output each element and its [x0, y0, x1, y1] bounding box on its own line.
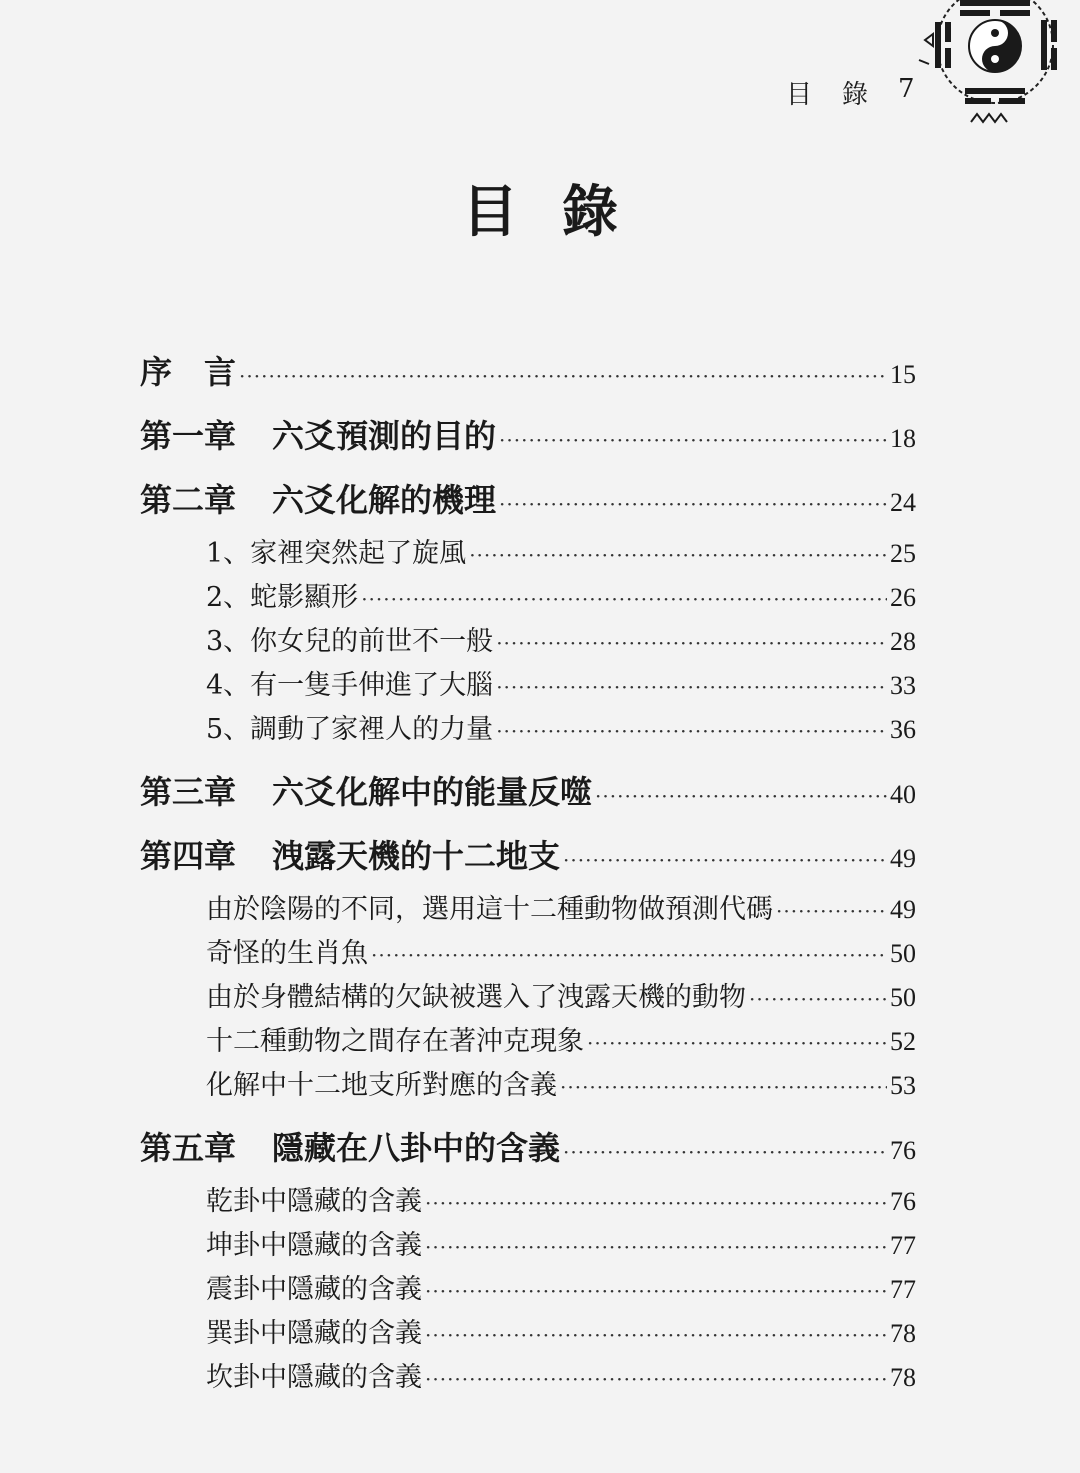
page-number: 33: [890, 671, 916, 700]
section-title: 1、家裡突然起了旋風: [206, 538, 467, 569]
leader-dots: [499, 408, 887, 472]
toc-section: [140, 1312, 916, 1356]
chapter-title: 洩露天機的十二地支: [272, 837, 561, 875]
section-title: 坎卦中隱藏的含義: [206, 1362, 422, 1393]
toc-section: [140, 1180, 916, 1224]
section-title: 3、你女兒的前世不一般: [206, 626, 494, 657]
chapter-title: 六爻化解的機理: [272, 481, 497, 519]
running-head: [786, 74, 917, 111]
page-number: 26: [890, 583, 916, 612]
toc-section: [140, 620, 916, 664]
leader-dots: [469, 533, 887, 577]
section-title: 由於身體結構的欠缺被選入了洩露天機的動物: [206, 982, 746, 1013]
toc-section: [140, 1268, 916, 1312]
leader-dots: [560, 1065, 887, 1109]
leader-dots: [361, 577, 887, 621]
page-number: 18: [890, 424, 916, 453]
preface-title: 序 言: [140, 353, 237, 391]
toc-section: [140, 576, 916, 620]
leader-dots: [595, 764, 887, 828]
leader-dots: [425, 1357, 887, 1401]
section-title: 坤卦中隱藏的含義: [206, 1230, 422, 1261]
page-number: 52: [890, 1027, 916, 1056]
page-number: 50: [890, 983, 916, 1012]
toc-section: [140, 532, 916, 576]
toc-chapter-5: [140, 1116, 916, 1180]
bagua-taiji-icon: [905, 0, 1065, 135]
toc-section: [140, 976, 916, 1020]
page-number: 76: [890, 1187, 916, 1216]
toc-section: [140, 888, 916, 932]
chapter-number: 第五章: [140, 1129, 237, 1167]
page-number: 78: [890, 1319, 916, 1348]
page-number: 49: [890, 895, 916, 924]
toc-section: [140, 1224, 916, 1268]
toc-chapter-3: [140, 760, 916, 824]
leader-dots: [425, 1181, 887, 1225]
section-title: 震卦中隱藏的含義: [206, 1274, 422, 1305]
toc-section: [140, 1356, 916, 1400]
leader-dots: [371, 933, 887, 977]
leader-dots: [239, 344, 887, 408]
leader-dots: [563, 828, 887, 892]
leader-dots: [749, 977, 887, 1021]
page-number: 36: [890, 715, 916, 744]
section-title: 4、有一隻手伸進了大腦: [206, 670, 494, 701]
toc-chapter-2: [140, 468, 916, 532]
leader-dots: [563, 1120, 887, 1184]
page-number: 50: [890, 939, 916, 968]
page-number: 49: [890, 844, 916, 873]
leader-dots: [496, 709, 887, 753]
leader-dots: [496, 621, 887, 665]
running-head-page: 7: [898, 74, 917, 104]
page-number: 77: [890, 1231, 916, 1260]
toc-chapter-4: [140, 824, 916, 888]
section-title: 巽卦中隱藏的含義: [206, 1318, 422, 1349]
leader-dots: [496, 665, 887, 709]
section-title: 化解中十二地支所對應的含義: [206, 1070, 557, 1101]
toc-section: [140, 708, 916, 752]
leader-dots: [425, 1313, 887, 1357]
running-head-label: 目 錄: [786, 80, 871, 110]
toc-chapter-1: [140, 404, 916, 468]
page-number: 25: [890, 539, 916, 568]
page-number: 40: [890, 780, 916, 809]
chapter-title: 隱藏在八卦中的含義: [272, 1129, 561, 1167]
toc-section: [140, 1020, 916, 1064]
leader-dots: [425, 1269, 887, 1313]
leader-dots: [425, 1225, 887, 1269]
chapter-number: 第四章: [140, 837, 237, 875]
section-title: 由於陰陽的不同，選用這十二種動物做預測代碼: [206, 894, 773, 925]
page-number: 28: [890, 627, 916, 656]
chapter-number: 第三章: [140, 773, 237, 811]
toc-section: [140, 932, 916, 976]
section-title: 2、蛇影顯形: [206, 582, 359, 613]
chapter-number: 第一章: [140, 417, 237, 455]
toc-preface: [140, 340, 916, 404]
chapter-title: 六爻化解中的能量反噬: [272, 773, 593, 811]
chapter-number: 第二章: [140, 481, 237, 519]
chapter-title: 六爻預測的目的: [272, 417, 497, 455]
leader-dots: [587, 1021, 887, 1065]
page-number: 15: [890, 360, 916, 389]
toc-section: [140, 664, 916, 708]
page-number: 24: [890, 488, 916, 517]
section-title: 奇怪的生肖魚: [206, 938, 368, 969]
table-of-contents: [140, 340, 916, 1400]
leader-dots: [776, 889, 887, 933]
page-number: 76: [890, 1136, 916, 1165]
section-title: 乾卦中隱藏的含義: [206, 1186, 422, 1217]
page-title: 目錄: [462, 179, 662, 245]
section-title: 十二種動物之間存在著沖克現象: [206, 1026, 584, 1057]
page-number: 78: [890, 1363, 916, 1392]
section-title: 5、調動了家裡人的力量: [206, 714, 494, 745]
page-number: 77: [890, 1275, 916, 1304]
leader-dots: [499, 472, 887, 536]
toc-section: [140, 1064, 916, 1108]
page-number: 53: [890, 1071, 916, 1100]
